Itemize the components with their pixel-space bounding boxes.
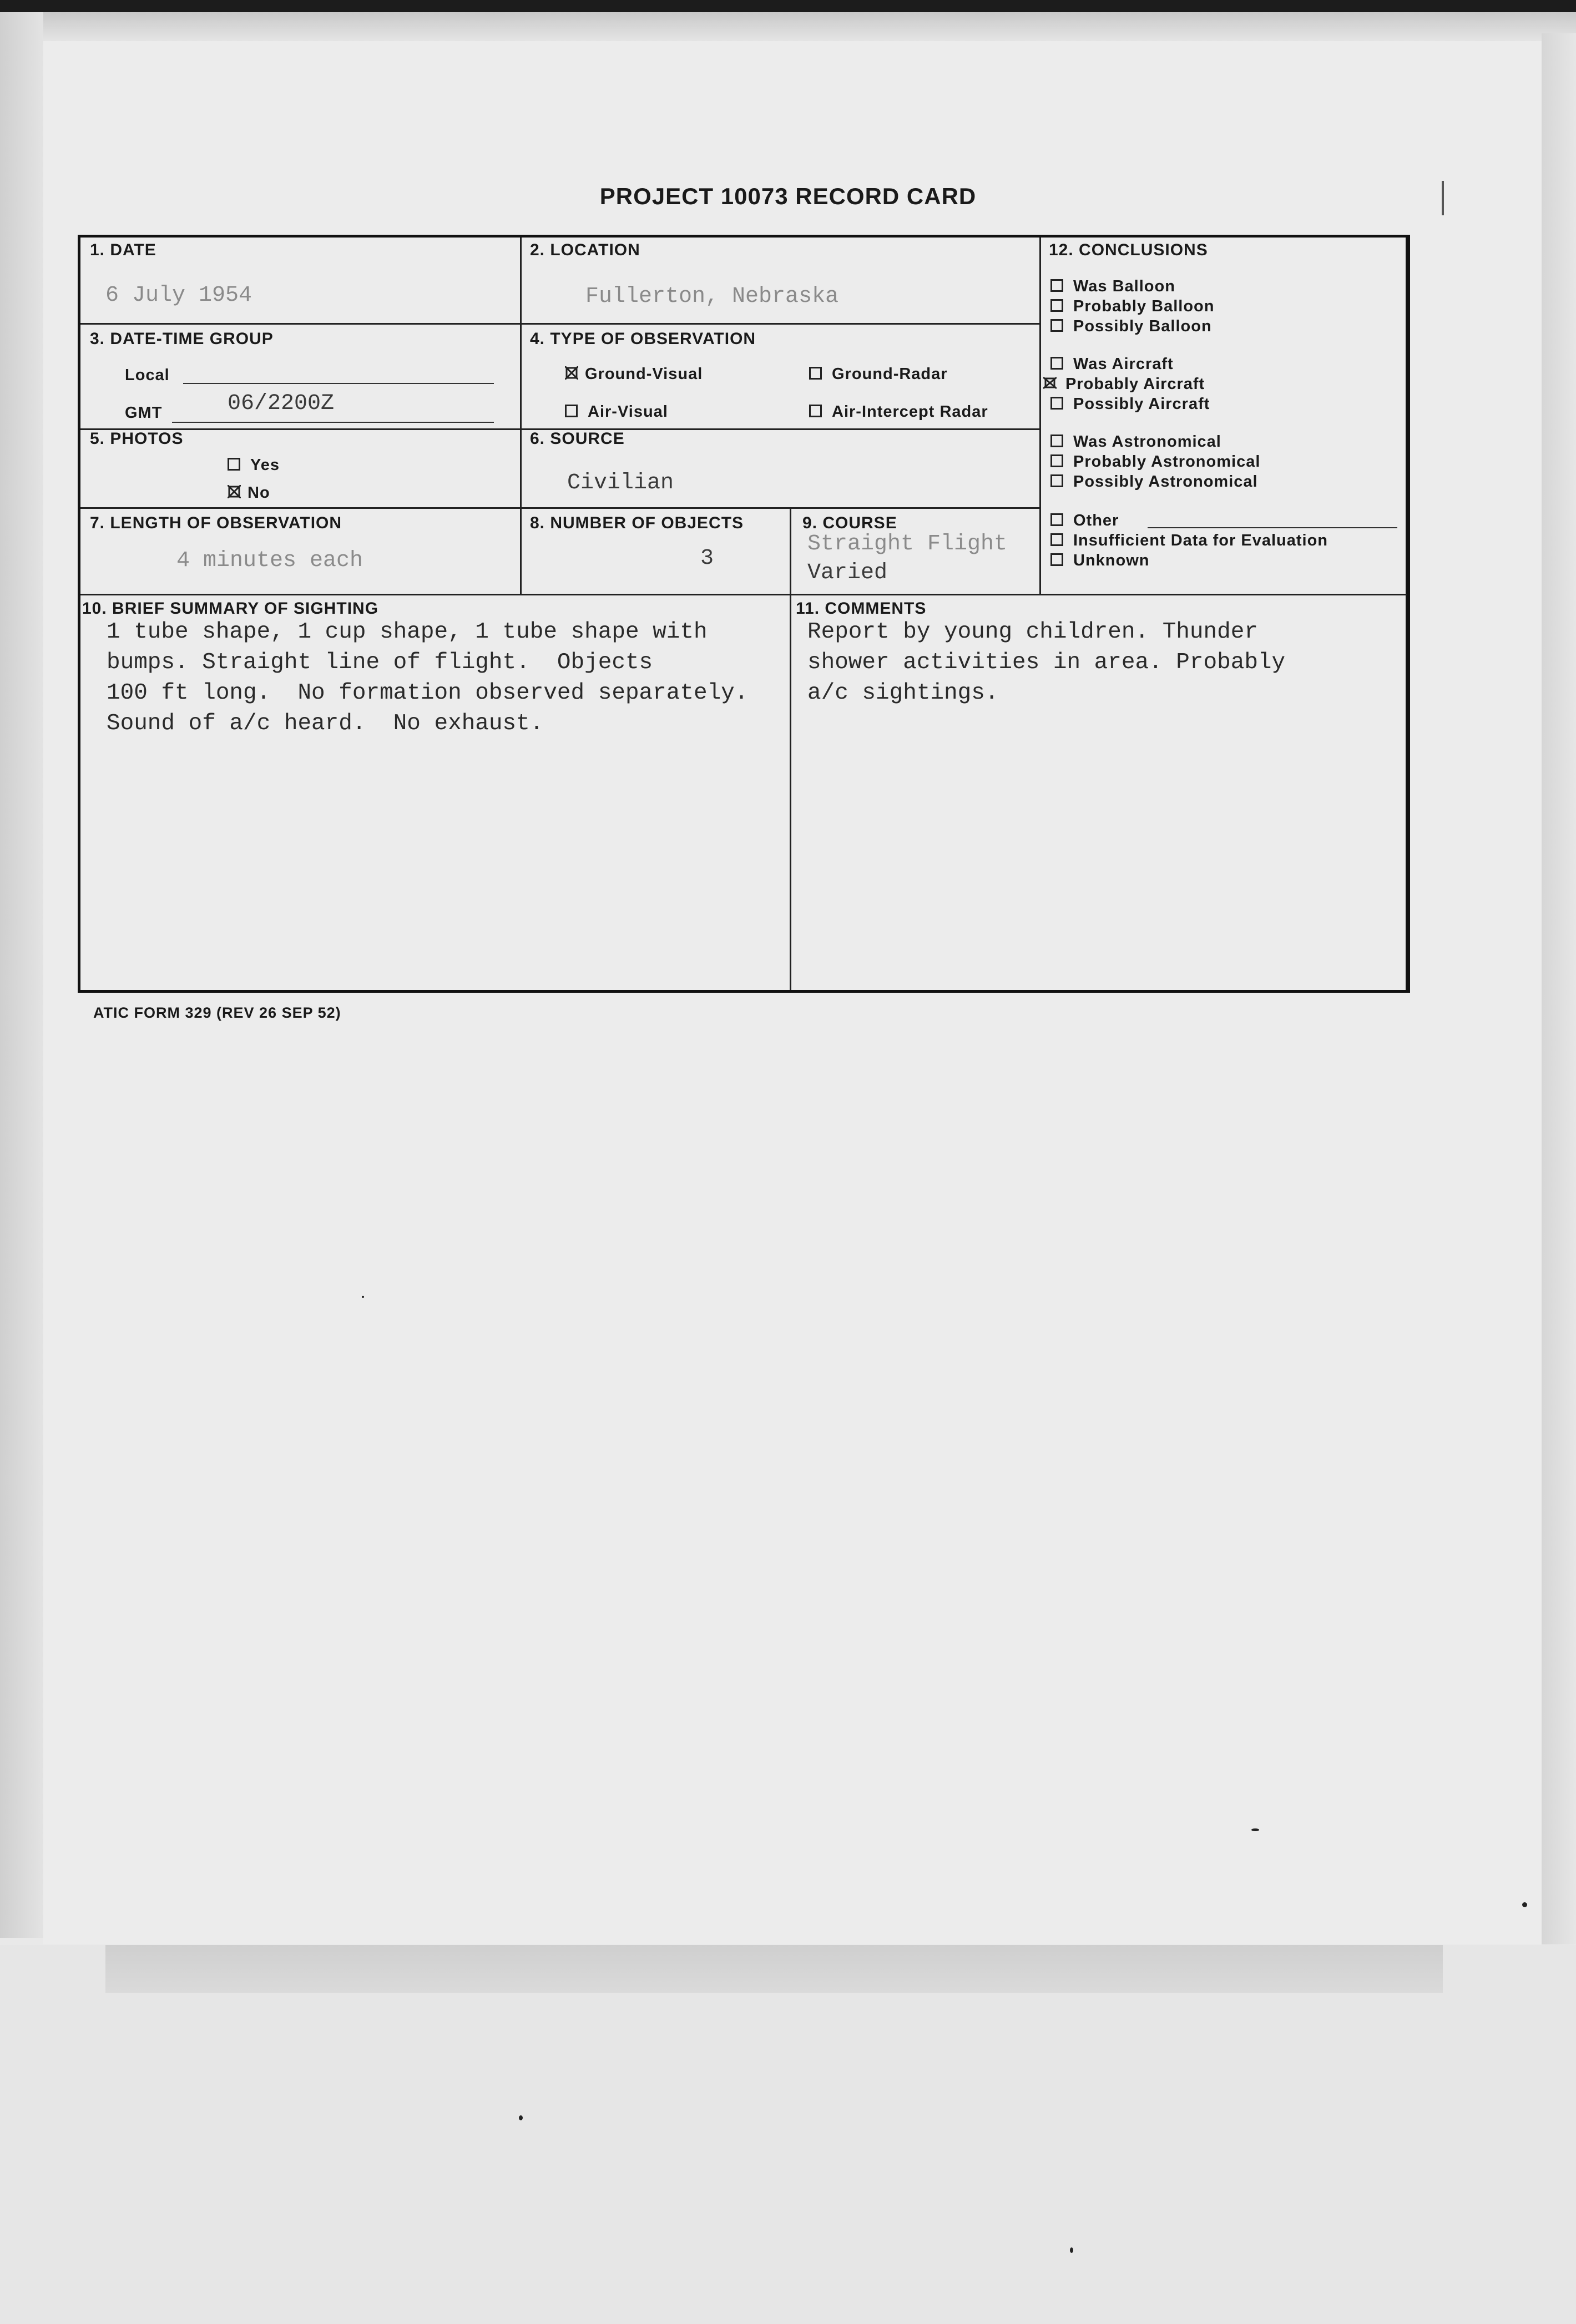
scan-left-shadow (0, 12, 43, 1938)
comments-text (807, 617, 1285, 709)
comments-label: 11. COMMENTS (796, 599, 927, 618)
conclusion-probably-balloon[interactable] (1050, 297, 1214, 316)
option-label: Air-Intercept Radar (832, 403, 988, 421)
conclusion-was-balloon[interactable] (1050, 277, 1175, 296)
checkbox-icon (1050, 454, 1063, 467)
card-right-border (1407, 235, 1410, 993)
checkbox-icon (809, 367, 822, 380)
local-underline (183, 383, 494, 384)
source-value: Civilian (567, 471, 674, 496)
checkbox-icon (1050, 533, 1063, 546)
conclusion-probably-aircraft[interactable] (1043, 375, 1205, 393)
option-label: Ground-Visual (585, 365, 703, 383)
photos-label: 5. PHOTOS (90, 430, 184, 448)
summary-line: bumps. Straight line of flight. Objects (107, 650, 653, 675)
comment-line: Report by young children. Thunder (807, 619, 1258, 645)
date-label: 1. DATE (90, 241, 156, 259)
scan-speck (519, 2115, 523, 2120)
conclusion-label: Probably Aircraft (1065, 375, 1205, 393)
option-air-visual[interactable] (565, 403, 668, 421)
checkbox-icon (1050, 397, 1063, 410)
checkbox-icon (809, 405, 822, 417)
observation-type-label: 4. TYPE OF OBSERVATION (530, 330, 756, 348)
summary-line: 100 ft long. No formation observed separately. (107, 680, 749, 706)
row-divider-1 (80, 323, 1039, 325)
gmt-value: 06/2200Z (228, 391, 335, 416)
course-label: 9. COURSE (802, 514, 897, 532)
conclusion-probably-astronomical[interactable] (1050, 453, 1260, 471)
scan-right-shadow (1542, 33, 1576, 1944)
course-line-1: Straight Flight (807, 532, 1008, 557)
comment-line: shower activities in area. Probably (807, 650, 1286, 675)
conclusion-label: Was Aircraft (1073, 355, 1174, 373)
conclusion-possibly-astronomical[interactable] (1050, 473, 1258, 491)
checkbox-icon (1050, 279, 1063, 292)
page-title: PROJECT 10073 RECORD CARD (599, 183, 977, 209)
checkbox-icon (1050, 513, 1063, 526)
conclusion-label: Was Astronomical (1073, 433, 1221, 451)
option-label: Ground-Radar (832, 365, 948, 383)
conclusion-label: Probably Balloon (1073, 297, 1215, 315)
checkbox-checked-icon (565, 366, 578, 380)
source-label: 6. SOURCE (530, 430, 625, 448)
col-divider-3 (790, 507, 791, 990)
checkbox-icon (1050, 474, 1063, 487)
location-value: Fullerton, Nebraska (585, 284, 839, 309)
summary-line: Sound of a/c heard. No exhaust. (107, 711, 544, 736)
scan-speck (1522, 1902, 1527, 1907)
comment-line: a/c sightings. (807, 680, 999, 706)
conclusion-label: Possibly Aircraft (1073, 395, 1210, 413)
scan-speck (362, 1296, 364, 1298)
datetime-group-label: 3. DATE-TIME GROUP (90, 330, 274, 348)
checkbox-icon (228, 458, 240, 471)
location-label: 2. LOCATION (530, 241, 640, 259)
conclusion-label: Probably Astronomical (1073, 453, 1261, 471)
num-objects-value: 3 (700, 546, 714, 571)
option-label: Air-Visual (588, 403, 668, 421)
length-value: 4 minutes each (176, 548, 363, 573)
checkbox-checked-icon (1043, 376, 1057, 390)
checkbox-icon (1050, 553, 1063, 566)
summary-label: 10. BRIEF SUMMARY OF SIGHTING (82, 599, 379, 618)
conclusion-was-astronomical[interactable] (1050, 433, 1221, 451)
conclusion-label: Insufficient Data for Evaluation (1073, 532, 1328, 549)
conclusion-label: Possibly Astronomical (1073, 473, 1258, 491)
gmt-underline (172, 422, 494, 423)
checkbox-checked-icon (228, 485, 241, 498)
scan-bottom-band (105, 1945, 1443, 1993)
option-ground-radar[interactable] (809, 365, 948, 383)
conclusion-other[interactable] (1050, 512, 1119, 530)
conclusion-label: Was Balloon (1073, 277, 1175, 295)
form-id: ATIC FORM 329 (REV 26 SEP 52) (93, 1004, 341, 1021)
num-objects-label: 8. NUMBER OF OBJECTS (530, 514, 744, 532)
conclusion-label: Other (1073, 512, 1119, 529)
conclusion-insufficient-data[interactable] (1050, 532, 1328, 550)
other-underline (1148, 527, 1397, 528)
margin-tick-mark (1442, 181, 1444, 215)
local-label: Local (125, 366, 170, 384)
date-value: 6 July 1954 (105, 283, 252, 308)
checkbox-icon (565, 405, 578, 417)
scan-lower-area (0, 1945, 1576, 2324)
conclusion-possibly-balloon[interactable] (1050, 317, 1212, 336)
option-air-intercept-radar[interactable] (809, 403, 988, 421)
photos-option-no[interactable] (228, 484, 270, 502)
course-line-2: Varied (807, 560, 888, 585)
conclusion-unknown[interactable] (1050, 552, 1150, 570)
scan-speck (1070, 2247, 1073, 2253)
conclusion-was-aircraft[interactable] (1050, 355, 1174, 373)
checkbox-icon (1050, 319, 1063, 332)
row-divider-3 (80, 507, 1039, 509)
row-divider-4 (80, 594, 1407, 595)
option-label: Yes (250, 456, 280, 474)
scan-top-edge (0, 0, 1576, 12)
scan-speck (1251, 1828, 1259, 1831)
conclusions-label: 12. CONCLUSIONS (1049, 241, 1208, 259)
option-label: No (247, 484, 270, 502)
length-label: 7. LENGTH OF OBSERVATION (90, 514, 342, 532)
summary-line: 1 tube shape, 1 cup shape, 1 tube shape with (107, 619, 708, 645)
conclusion-label: Unknown (1073, 552, 1150, 569)
scan-top-shadow (0, 12, 1576, 41)
photos-option-yes[interactable] (228, 456, 280, 474)
summary-text (107, 617, 748, 739)
checkbox-icon (1050, 299, 1063, 312)
conclusion-label: Possibly Balloon (1073, 317, 1212, 335)
gmt-label: GMT (125, 404, 163, 422)
conclusion-possibly-aircraft[interactable] (1050, 395, 1210, 413)
col-divider-2 (1039, 238, 1041, 594)
option-ground-visual[interactable] (565, 365, 703, 383)
checkbox-icon (1050, 435, 1063, 447)
col-divider-1 (520, 238, 522, 594)
checkbox-icon (1050, 357, 1063, 370)
